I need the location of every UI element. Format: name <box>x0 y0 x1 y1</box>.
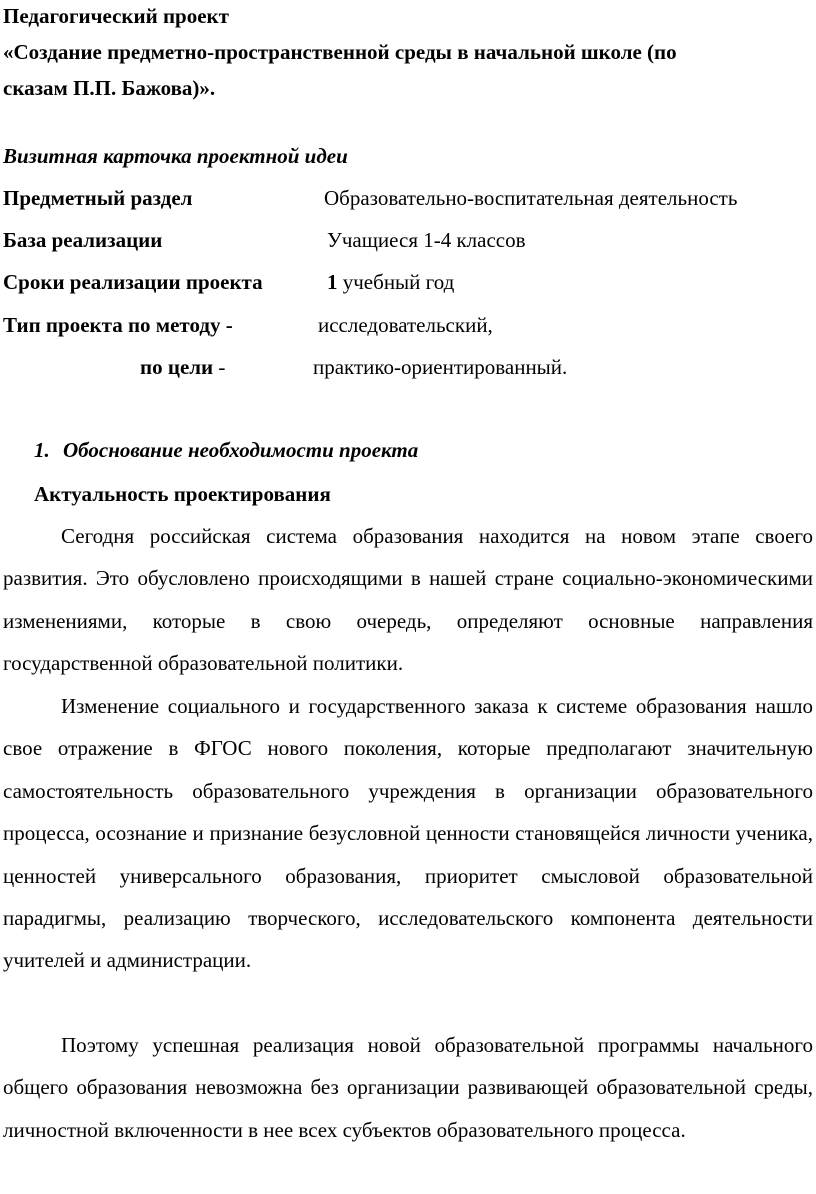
type-goal-dash: - <box>213 355 226 379</box>
paragraph-1: Сегодня российская система образования находится на новом этапе своего развития. Это обусловлено происходящими в нашей стране социально-экономическими изменениями, которые в свою очередь, определяют основные направления государственной образовательной политики. <box>3 524 813 676</box>
terms-label: Сроки реализации проекта <box>3 270 263 294</box>
paragraph-2: Изменение социального и государственного заказа к системе образования нашло свое отражение в ФГОС нового поколения, которые предполагают значительную самостоятельность образовательного учреждения в организации образовательного процесса, осознание и признание безусловной ценности становящейся личности ученика, ценностей универсального образования, приоритет смысловой образовательной парадигмы, реализацию творческого, исследовательского компонента деятельности учителей и администрации. <box>3 694 813 973</box>
terms-number: 1 <box>327 270 338 294</box>
terms-value: учебный год <box>337 270 455 294</box>
type-goal-value: практико-ориентированный. <box>313 355 568 379</box>
base-value: Учащиеся 1-4 классов <box>327 228 526 252</box>
section-title: Обоснование необходимости проекта <box>63 438 419 462</box>
section-subtitle: Актуальность проектирования <box>34 482 331 506</box>
section-number: 1. <box>34 438 50 462</box>
paragraph-3: Поэтому успешная реализация новой образовательной программы начального общего образования невозможна без организации развивающей образовательной среды, личностной включенности в нее всех субъектов образовательного процесса. <box>3 1033 813 1142</box>
project-heading: Педагогический проект <box>3 4 229 28</box>
card-title: Визитная карточка проектной идеи <box>3 144 348 168</box>
type-method-value: исследовательский, <box>318 313 493 337</box>
type-goal-label: по цели <box>140 355 214 379</box>
type-goal-label-line <box>140 353 225 381</box>
type-method-label: Тип проекта по методу - <box>3 313 233 337</box>
base-label: База реализации <box>3 228 163 252</box>
subject-value: Образовательно-воспитательная деятельность <box>324 186 738 210</box>
subject-label: Предметный раздел <box>3 186 193 210</box>
project-title-line-2: сказам П.П. Бажова)». <box>3 76 216 100</box>
project-title-line-1: «Создание предметно-пространственной среды в начальной школе (по <box>3 40 677 64</box>
terms-value-line <box>327 268 454 296</box>
